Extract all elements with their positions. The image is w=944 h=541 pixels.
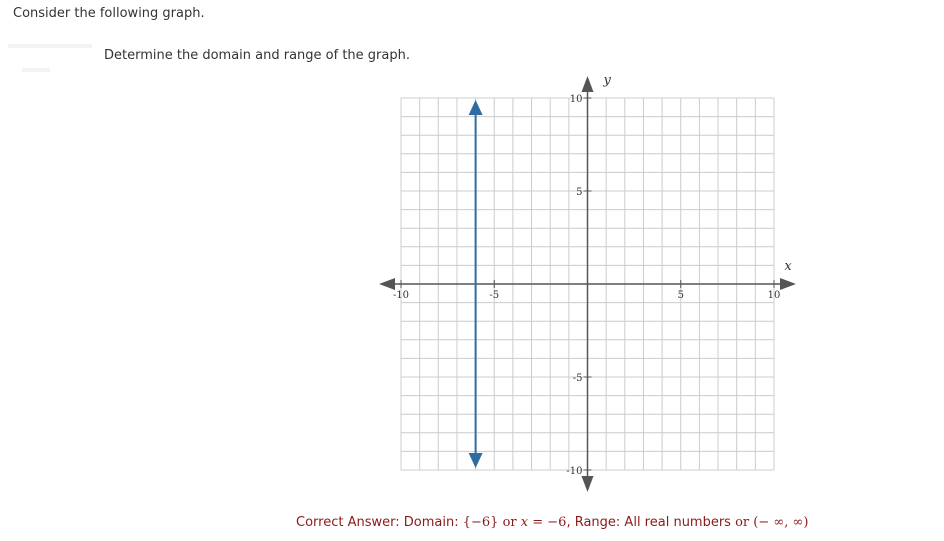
range-interval: (− ∞, ∞)	[753, 515, 809, 530]
answer-prefix: Correct Answer:	[296, 515, 400, 530]
y-axis-label: y	[603, 73, 611, 88]
line-up-arrow-icon	[469, 100, 483, 115]
x-tick-label: 10	[767, 290, 781, 301]
x-axis-label: x	[784, 259, 792, 274]
domain-label: Domain:	[403, 515, 459, 530]
y-tick-label: -5	[572, 373, 583, 384]
y-axis-down-arrow-icon	[582, 476, 594, 492]
or-word-2: or	[735, 515, 750, 530]
prompt-text: Consider the following graph.	[13, 6, 205, 21]
x-tick-label: -10	[392, 290, 410, 301]
x-axis-left-arrow-icon	[379, 278, 395, 290]
y-tick-label: 10	[569, 94, 583, 105]
domain-variable: x	[520, 515, 529, 530]
domain-equation: = −6	[528, 515, 567, 530]
correct-answer	[296, 515, 808, 530]
range-label: , Range: All real numbers	[566, 515, 731, 530]
x-axis-right-arrow-icon	[780, 278, 796, 290]
y-tick-label: -10	[566, 466, 583, 477]
or-word-1: or	[502, 515, 517, 530]
line-down-arrow-icon	[469, 453, 483, 468]
x-tick-label: -5	[489, 290, 500, 301]
x-tick-label: 5	[677, 290, 684, 301]
y-axis-up-arrow-icon	[582, 76, 594, 92]
question-text: Determine the domain and range of the graph.	[104, 48, 410, 63]
axes	[379, 76, 796, 492]
y-tick-label: 5	[576, 187, 583, 198]
tick-labels	[393, 94, 780, 477]
domain-set: {−6}	[462, 515, 499, 530]
